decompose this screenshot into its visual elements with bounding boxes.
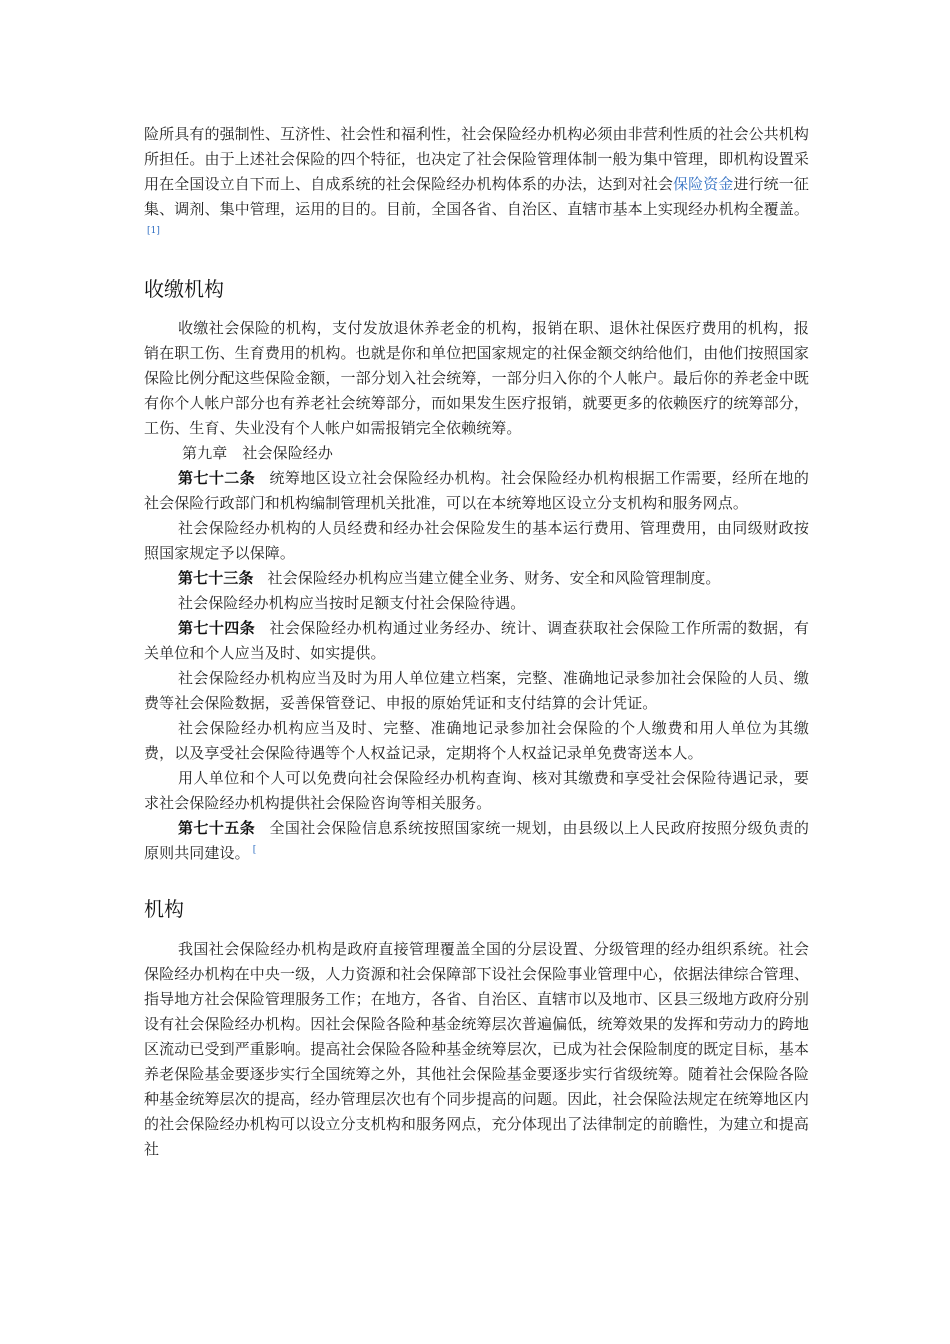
article-74-paragraph-4: 用人单位和个人可以免费向社会保险经办机构查询、核对其缴费和享受社会保险待遇记录，要求社会保险经办机构提供社会保险咨询等相关服务。 — [144, 769, 809, 812]
insurance-fund-link[interactable]: 保险资金 — [672, 175, 734, 193]
article-72-title: 第七十二条 — [178, 469, 256, 487]
article-74-paragraph-3: 社会保险经办机构应当及时、完整、准确地记录参加社会保险的个人缴费和用人单位为其缴费，以及享受社会保险待遇等个人权益记录，定期将个人权益记录单免费寄送本人。 — [144, 719, 809, 762]
article-72-text: 统筹地区设立社会保险经办机构。社会保险经办机构根据工作需要，经所在地的社会保险行政部门和机构编制管理机关批准，可以在本统筹地区设立分支机构和服务网点。 — [144, 469, 809, 512]
article-72 — [144, 466, 809, 516]
article-73-text: 社会保险经办机构应当建立健全业务、财务、安全和风险管理制度。 — [267, 569, 721, 587]
article-74-paragraph-2: 社会保险经办机构应当及时为用人单位建立档案，完整、准确地记录参加社会保险的人员、缴费等社会保险数据，妥善保管登记、申报的原始凭证和支付结算的会计凭证。 — [144, 669, 809, 712]
article-75-reference-link[interactable]: [ — [252, 845, 257, 855]
article-74-text: 社会保险经办机构通过业务经办、统计、调查获取社会保险工作所需的数据，有关单位和个人应当及时、如实提供。 — [144, 619, 809, 662]
article-74-title: 第七十四条 — [178, 619, 256, 637]
article-73-paragraph-2: 社会保险经办机构应当按时足额支付社会保险待遇。 — [178, 594, 526, 612]
article-75-title: 第七十五条 — [178, 819, 256, 837]
article-72-paragraph-2: 社会保险经办机构的人员经费和经办社会保险发生的基本运行费用、管理费用，由同级财政按照国家规定予以保障。 — [144, 519, 809, 562]
article-73 — [144, 566, 809, 591]
article-75 — [144, 816, 809, 866]
article-75-text: 全国社会保险信息系统按照国家统一规划，由县级以上人民政府按照分级负责的原则共同建设。 — [144, 819, 809, 862]
document-content — [144, 122, 809, 1162]
heading-organization: 机构 — [144, 897, 184, 921]
heading-collection-agency: 收缴机构 — [144, 277, 224, 301]
intro-reference-link[interactable]: [1] — [147, 226, 161, 236]
article-73-title: 第七十三条 — [178, 569, 254, 587]
collection-paragraph: 收缴社会保险的机构，支付发放退休养老金的机构，报销在职、退休社保医疗费用的机构，报销在职工伤、生育费用的机构。也就是你和单位把国家规定的社保金额交纳给他们，由他们按照国家保险比例分配这些保险金额，一部分划入社会统筹，一部分归入你的个人帐户。最后你的养老金中既有你个人帐户部分也有养老社会统筹部分，而如果发生医疗报销，就要更多的依赖医疗的统筹部分，工伤、生育、失业没有个人帐户如需报销完全依赖统筹。 — [144, 319, 809, 437]
intro-text-after-link: 进行统一征集、调剂、集中管理，运用的目的。目前，全国各省、自治区、直辖市基本上实现经办机构全覆盖。 — [144, 175, 809, 218]
organization-paragraph: 我国社会保险经办机构是政府直接管理覆盖全国的分层设置、分级管理的经办组织系统。社会保险经办机构在中央一级，人力资源和社会保障部下设社会保险事业管理中心，依据法律综合管理、指导地方社会保险管理服务工作；在地方，各省、自治区、直辖市以及地市、区县三级地方政府分别设有社会保险经办机构。因社会保险各险种基金统筹层次普遍偏低，统筹效果的发挥和劳动力的跨地区流动已受到严重影响。提高社会保险各险种基金统筹层次，已成为社会保险制度的既定目标，基本养老保险基金要逐步实行全国统筹之外，其他社会保险基金要逐步实行省级统筹。随着社会保险各险种基金统筹层次的提高，经办管理层次也有个同步提高的问题。因此，社会保险法规定在统筹地区内的社会保险经办机构可以设立分支机构和服务网点，充分体现出了法律制定的前瞻性，为建立和提高社 — [144, 940, 809, 1158]
intro-paragraph — [144, 122, 809, 247]
article-74 — [144, 616, 809, 666]
intro-text-before-link: 险所具有的强制性、互济性、社会性和福利性，社会保险经办机构必须由非营利性质的社会公共机构所担任。由于上述社会保险的四个特征，也决定了社会保险管理体制一般为集中管理，即机构设置采用在全国设立自下而上、自成系统的社会保险经办机构体系的办法，达到对社会 — [144, 125, 809, 193]
chapter-title: 第九章 社会保险经办 — [182, 444, 334, 462]
